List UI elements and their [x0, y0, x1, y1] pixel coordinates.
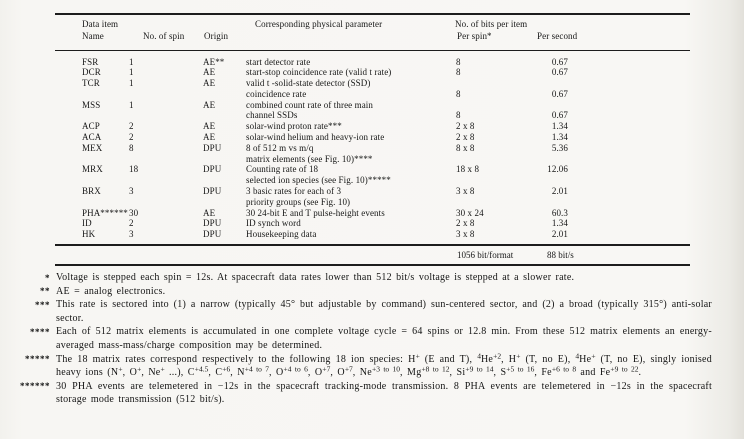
- header-name: Name: [82, 31, 104, 41]
- footnote: [20, 353, 712, 380]
- cell-origin: DPU: [203, 164, 222, 175]
- header-origin: Origin: [204, 31, 229, 41]
- footnote-text: The 18 matrix rates correspond respectively to the following 18 ion species: H+ (E and T), $^4He^{+2}$, H+ (T, no E), $^4$He+ (T, no E), singly ionised heavy ions (N+, O+, Ne+ ...), $C^{+4.5}$, $C^{+6}$, $N^{+4 to 7}$, $O^{+4 to 6}$, $O^{+7}$, $O^{+7}$, $Ne^{+3 to 10}$, $Mg^{+8 to 12}$, $Si^{+9 to 14}$, $S^{+5 to 16}$, $Fe^{+6 to 8}$ and $Fe^{+9 to 22}$.: [56, 351, 712, 379]
- cell-bits-per-spin: 2 x 8: [456, 121, 475, 132]
- cell-origin: DPU: [203, 186, 222, 197]
- cell-bits-per-second: 1.34: [551, 121, 568, 132]
- table-row: [0, 89, 744, 100]
- cell-physical-parameter: matrix elements (see Fig. 10)****: [246, 153, 373, 164]
- cell-data-item-name: ID: [82, 218, 92, 229]
- cell-physical-parameter: priority groups (see Fig. 10): [246, 196, 351, 207]
- cell-bits-per-second: 60.3: [551, 207, 568, 218]
- cell-no-of-spin: 1: [129, 99, 134, 110]
- cell-no-of-spin: 2: [129, 121, 134, 132]
- table-bottom-rule: [55, 264, 690, 266]
- footnote-marker: ***: [35, 299, 50, 310]
- cell-physical-parameter: 30 24-bit E and T pulse-height events: [246, 207, 385, 218]
- table-row: [0, 132, 744, 143]
- table-row: [0, 197, 744, 208]
- cell-bits-per-spin: 8: [456, 56, 461, 67]
- cell-physical-parameter: 8 of 512 m vs m/q: [246, 142, 314, 153]
- cell-data-item-name: MEX: [82, 142, 103, 153]
- cell-data-item-name: ACP: [82, 121, 100, 132]
- cell-bits-per-second: 2.01: [551, 186, 568, 197]
- cell-no-of-spin: 1: [129, 67, 134, 78]
- cell-bits-per-second: 5.36: [551, 142, 568, 153]
- cell-origin: AE: [203, 67, 216, 78]
- cell-physical-parameter: combined count rate of three main: [246, 99, 374, 110]
- header-per-spin: Per spin*: [457, 31, 492, 41]
- header-bits-per-item: No. of bits per item: [455, 19, 528, 29]
- footnotes-section: [20, 271, 712, 407]
- table-row: [0, 175, 744, 186]
- table-row: [0, 67, 744, 78]
- cell-bits-per-spin: 3 x 8: [456, 229, 475, 240]
- table-row: [0, 218, 744, 229]
- cell-origin: DPU: [203, 229, 222, 240]
- footnote-marker: *****: [25, 354, 50, 365]
- cell-no-of-spin: 8: [129, 142, 134, 153]
- table-body: [0, 57, 744, 241]
- cell-physical-parameter: ID synch word: [246, 218, 301, 229]
- footnote-marker: ******: [20, 381, 50, 392]
- cell-physical-parameter: selected ion species (see Fig. 10)*****: [246, 175, 391, 186]
- table-row: [0, 78, 744, 89]
- cell-physical-parameter: Housekeeping data: [246, 229, 317, 240]
- table-row: [0, 164, 744, 175]
- cell-bits-per-spin: 8: [456, 110, 461, 121]
- cell-physical-parameter: 3 basic rates for each of 3: [246, 186, 342, 197]
- cell-physical-parameter: solar-wind proton rate***: [246, 121, 342, 132]
- footnote-text: 30 PHA events are telemetered in −12s in the spacecraft tracking-mode transmission. 8 PHA events are telemetered in −12s in the spacecraft storage mode transmission (512 bit/s).: [56, 380, 712, 406]
- cell-bits-per-spin: 2 x 8: [456, 218, 475, 229]
- cell-origin: AE: [203, 132, 216, 143]
- cell-origin: DPU: [203, 218, 222, 229]
- cell-bits-per-second: 0.67: [551, 56, 568, 67]
- footnote-text: Voltage is stepped each spin = 12s. At spacecraft data rates lower than 512 bit/s voltage is stepped at a slower rate.: [56, 272, 575, 283]
- cell-no-of-spin: 1: [129, 78, 134, 89]
- cell-physical-parameter: valid t -solid-state detector (SSD): [246, 78, 371, 89]
- table-row: [0, 154, 744, 165]
- table-row: [0, 110, 744, 121]
- cell-physical-parameter: Counting rate of 18: [246, 164, 319, 175]
- cell-physical-parameter: start detector rate: [246, 56, 311, 67]
- cell-bits-per-second: 1.34: [551, 218, 568, 229]
- cell-origin: AE**: [203, 56, 225, 67]
- cell-bits-per-second: 1.34: [551, 132, 568, 143]
- cell-no-of-spin: 3: [129, 186, 134, 197]
- footnote-marker: ****: [30, 326, 50, 337]
- header-data-item: Data item: [82, 19, 119, 29]
- cell-bits-per-spin: 8: [456, 88, 461, 99]
- cell-bits-per-second: 2.01: [551, 229, 568, 240]
- cell-physical-parameter: coincidence rate: [246, 88, 307, 99]
- cell-data-item-name: BRX: [82, 186, 101, 197]
- cell-no-of-spin: 2: [129, 132, 134, 143]
- cell-data-item-name: MSS: [82, 99, 101, 110]
- cell-no-of-spin: 1: [129, 56, 134, 67]
- cell-bits-per-spin: 8 x 8: [456, 142, 475, 153]
- cell-bits-per-spin: 8: [456, 67, 461, 78]
- cell-data-item-name: PHA******: [82, 207, 128, 218]
- cell-origin: AE: [203, 99, 216, 110]
- cell-origin: AE: [203, 121, 216, 132]
- cell-bits-per-second: 0.67: [551, 67, 568, 78]
- table-row: [0, 186, 744, 197]
- cell-no-of-spin: 30: [129, 207, 139, 218]
- cell-no-of-spin: 18: [129, 164, 139, 175]
- total-bits-per-format: 1056 bit/format: [457, 250, 514, 260]
- cell-bits-per-spin: 30 x 24: [456, 207, 484, 218]
- table-row: [0, 143, 744, 154]
- cell-origin: AE: [203, 78, 216, 89]
- cell-no-of-spin: 2: [129, 218, 134, 229]
- cell-origin: AE: [203, 207, 216, 218]
- cell-bits-per-second: 0.67: [551, 110, 568, 121]
- footnote-marker: *: [45, 272, 50, 283]
- cell-no-of-spin: 3: [129, 229, 134, 240]
- table-row: [0, 208, 744, 219]
- footnote: [20, 285, 712, 299]
- body-end-rule: [55, 244, 690, 246]
- total-bits-per-second: 88 bit/s: [547, 250, 574, 260]
- cell-bits-per-spin: 2 x 8: [456, 132, 475, 143]
- table-row: [0, 57, 744, 68]
- cell-data-item-name: FSR: [82, 56, 99, 67]
- footnote: [20, 271, 712, 285]
- footnote-text: AE = analog electronics.: [56, 285, 166, 297]
- footnote: [20, 325, 712, 352]
- table-row: [0, 121, 744, 132]
- cell-data-item-name: HK: [82, 229, 96, 240]
- footnote-text: Each of 512 matrix elements is accumulated in one complete voltage cycle = 64 spins or 12.8 min. From these 512 matrix elements an energy-averaged mass-mass/charge composition may be determined.: [56, 326, 712, 351]
- footnote-marker: **: [40, 286, 50, 297]
- footnote: [20, 298, 712, 325]
- cell-physical-parameter: start-stop coincidence rate (valid t rate): [246, 67, 392, 78]
- footnote-text: This rate is sectored into (1) a narrow (typically 45° but adjustable by command) sun-centered sector, and (2) a broad (typically 315°) anti-solar sector.: [56, 299, 712, 324]
- header-per-second: Per second: [537, 31, 578, 41]
- cell-bits-per-spin: 3 x 8: [456, 186, 475, 197]
- cell-origin: DPU: [203, 142, 222, 153]
- cell-bits-per-second: 0.67: [551, 88, 568, 99]
- cell-data-item-name: TCR: [82, 78, 100, 89]
- cell-physical-parameter: solar-wind helium and heavy-ion rate: [246, 132, 385, 143]
- footnote: [20, 380, 712, 407]
- cell-bits-per-spin: 18 x 8: [456, 164, 480, 175]
- table-row: [0, 100, 744, 111]
- cell-data-item-name: MRX: [82, 164, 103, 175]
- header-separator-rule: [55, 50, 690, 51]
- cell-bits-per-second: 12.06: [547, 164, 568, 175]
- table-top-rule: [55, 13, 690, 15]
- cell-data-item-name: ACA: [82, 132, 102, 143]
- header-no-of-spin: No. of spin: [143, 31, 185, 41]
- header-physical-parameter: Corresponding physical parameter: [255, 19, 383, 29]
- cell-physical-parameter: channel SSDs: [246, 110, 298, 121]
- cell-data-item-name: DCR: [82, 67, 101, 78]
- table-row: [0, 229, 744, 240]
